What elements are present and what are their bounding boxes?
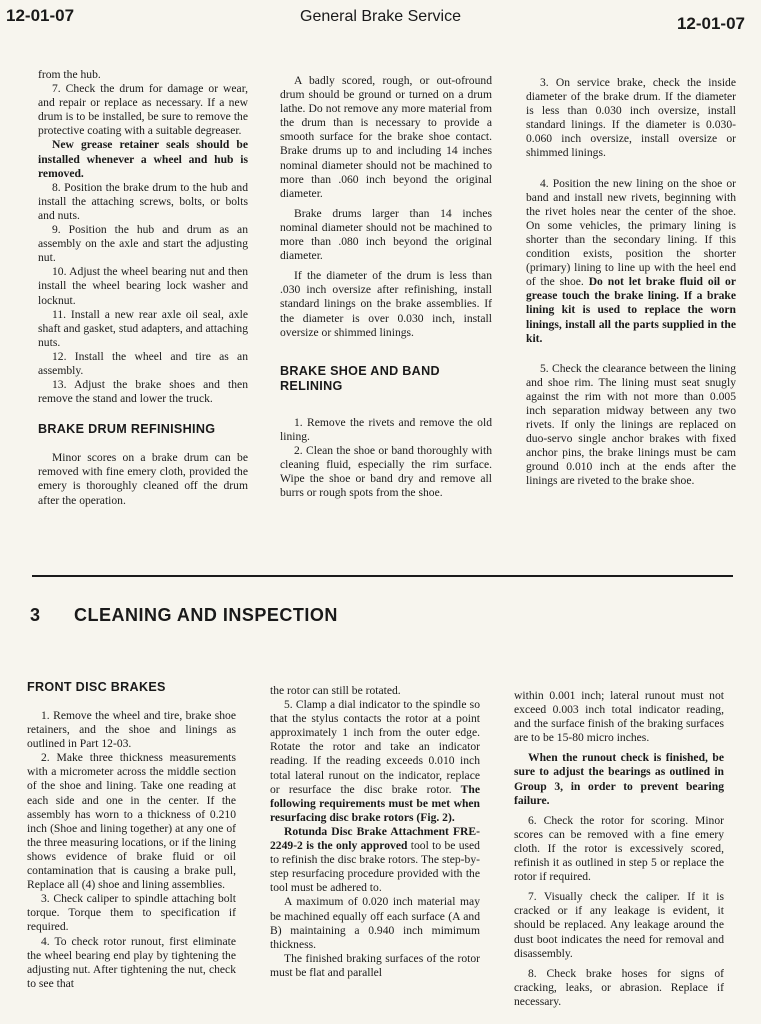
step-8: 8. Position the brake drum to the hub and install the attaching screws, bolts, or bolts and nuts. — [38, 180, 248, 222]
step-4: 4. To check rotor runout, first eliminate the wheel bearing end play by tightening the adjusting nut. After tightening the nut, check to see that — [27, 934, 236, 990]
runout-check-note: When the runout check is finished, be sure to adjust the bearings as outlined in Group 3, in order to prevent bearing failure. — [514, 751, 724, 807]
paragraph: If the diameter of the drum is less than .030 inch oversize after refinishing, install standard linings on the brake assemblies. If the diameter is over 0.030 inch, install oversize or shimmed linings. — [280, 269, 492, 339]
step-2: 2. Clean the shoe or band thoroughly with cleaning fluid, especially the rim surface. Wipe the shoe or band dry and remove all burrs or rough spots from the shoe. — [280, 443, 492, 500]
paragraph: Brake drums larger than 14 inches nominal diameter should not be machined to more than .080 inch beyond the original diameter. — [280, 206, 492, 263]
page-title: General Brake Service — [300, 8, 461, 25]
step-7: 7. Visually check the caliper. If it is cracked or if any leakage is evident, it should be replaced. Any leakage around the dust boot indicates the need for removal and disassembly. — [514, 890, 724, 960]
step-1: 1. Remove the rivets and remove the old lining. — [280, 415, 492, 443]
column-2-bottom — [270, 684, 480, 980]
step-6: 6. Check the rotor for scoring. Minor scores can be removed with a fine emery cloth. If the rotor is excessively scored, refinish it as outlined in step 5 or replace the rotor if required. — [514, 813, 724, 884]
step-4: 4. Position the new lining on the shoe or band and install new rivets, beginning with the rivet holes near the center of the shoe. On some vehicles, the primary lining is shorter than the secondary lining. If this condition exists, position the shorter (primary) lining to line up with the heel end of the shoe. Do not let brake fluid oil or grease touch the brake lining. If a brake lining kit is used to replace the worn linings, install all the parts supplied in the kit. — [526, 176, 736, 345]
step-13: 13. Adjust the brake shoes and then remove the stand and lower the truck. — [38, 378, 248, 406]
paragraph: within 0.001 inch; lateral runout must not exceed 0.003 inch total indicator reading, and the surface finish of the braking surfaces are to be 15-80 micro inches. — [514, 689, 724, 745]
step-1: 1. Remove the wheel and tire, brake shoe retainers, and the shoe and linings as outlined in Part 12-03. — [27, 709, 236, 751]
heading-brake-shoe-and-band-relining: BRAKE SHOE AND BAND RELINING — [280, 363, 440, 393]
paragraph: A maximum of 0.020 inch material may be machined equally off each surface (A and B) maintaining a 0.940 inch mimimum thickness. — [270, 895, 480, 951]
step-5: 5. Clamp a dial indicator to the spindle so that the stylus contacts the rotor at a point approximately 1 inch from the outer edge. Rotate the rotor and take an indicator reading. If the reading exceeds 0.010 inch total lateral runout on the indicator, replace or resurface the disc brake rotor. The following requirements must be met when resurfacing disc brake rotors (Fig. 2). — [270, 698, 480, 824]
section-heading — [30, 605, 338, 626]
step-3: 3. Check caliper to spindle attaching bolt torque. Torque them to specification if required. — [27, 892, 236, 934]
step-8: 8. Check brake hoses for signs of cracking, leaks, or abrasion. Replace if necessary. — [514, 966, 724, 1008]
step-5: 5. Check the clearance between the lining and shoe rim. The lining must seat snugly against the rim with not more than 0.005 inch separation midway between any two rivets. If only the linings are replaced on duo-servo single anchor brakes with fixed anchor pins, the brake linings must be cam ground 0.010 inch at the ends after the linings are riveted to the brake shoe. — [526, 361, 736, 488]
step-9: 9. Position the hub and drum as an assembly on the axle and start the adjusting nut. — [38, 223, 248, 265]
column-3-top — [526, 76, 736, 489]
section-divider — [32, 575, 733, 577]
step-12: 12. Install the wheel and tire as an assembly. — [38, 349, 248, 377]
lining-warning: Do not let brake fluid oil or grease touch the brake lining. If a brake lining kit is used to replace the worn linings, install all the parts supplied in the kit. — [526, 275, 736, 345]
step-2: 2. Make three thickness measurements with a micrometer across the middle section of the shoe and lining. Take one reading at each side and one in the center. If the assembly has worn to a thickness of 0.210 inch (Shoe and lining together) at any one of the three measuring locations, or if the lining shows evidence of brake fluid or oil contamination that is causing a brake pull, Replace all (4) shoe and lining assemblies. — [27, 751, 236, 892]
column-1-top — [38, 68, 248, 508]
paragraph: the rotor can still be rotated. — [270, 684, 401, 697]
step-7: 7. Check the drum for damage or wear, and repair or replace as necessary. If a new drum is to be installed, be sure to remove the protective coating with a suitable degreaser. — [38, 82, 248, 138]
paragraph: A badly scored, rough, or out-ofround drum should be ground or turned on a drum lathe. Do not remove any more material from the drum than is necessary to provide a smooth surface for the brake shoe contact. Brake drums up to and including 14 inches nominal diameter should not be machined to more than .060 inch beyond the original diameter. — [280, 74, 492, 200]
page-number-right: 12-01-07 — [676, 14, 745, 33]
step-10: 10. Adjust the wheel bearing nut and then install the wheel bearing lock washer and locknut. — [38, 265, 248, 307]
section-number: 3 — [30, 605, 41, 625]
column-2-top — [280, 74, 492, 500]
paragraph: from the hub. — [38, 68, 101, 81]
heading-brake-drum-refinishing: BRAKE DRUM REFINISHING — [38, 422, 216, 437]
step-11: 11. Install a new rear axle oil seal, axle shaft and gasket, stud adapters, and attaching nuts. — [38, 307, 248, 349]
grease-seal-note: New grease retainer seals should be installed whenever a wheel and hub is removed. — [38, 138, 248, 180]
paragraph: The finished braking surfaces of the rotor must be flat and parallel — [270, 951, 480, 979]
section-title: CLEANING AND INSPECTION — [74, 605, 338, 625]
resurfacing-requirements: The following requirements must be met when resurfacing disc brake rotors (Fig. 2). — [270, 782, 480, 824]
heading-front-disc-brakes: FRONT DISC BRAKES — [27, 680, 166, 694]
paragraph: Minor scores on a brake drum can be removed with fine emery cloth, provided the emery is thoroughly cleaned off the drum after the operation. — [38, 451, 248, 507]
page-number-left: 12-01-07 — [6, 6, 75, 25]
paragraph: Rotunda Disc Brake Attachment FRE-2249-2 is the only approved tool to be used to refinish the disc brake rotors. The step-by-step resurfacing procedure provided with the tool must be adhered to. — [270, 824, 480, 895]
step-3: 3. On service brake, check the inside diameter of the brake drum. If the diameter is less than 0.030 inch oversize, install standard linings. If the diameter is 0.030-0.060 inch oversize, install oversize or shimmed linings. — [526, 76, 736, 160]
column-3-bottom — [514, 689, 724, 1009]
column-1-bottom — [27, 680, 236, 991]
rotunda-attachment-note: Rotunda Disc Brake Attachment FRE-2249-2 is the only approved — [270, 824, 480, 853]
